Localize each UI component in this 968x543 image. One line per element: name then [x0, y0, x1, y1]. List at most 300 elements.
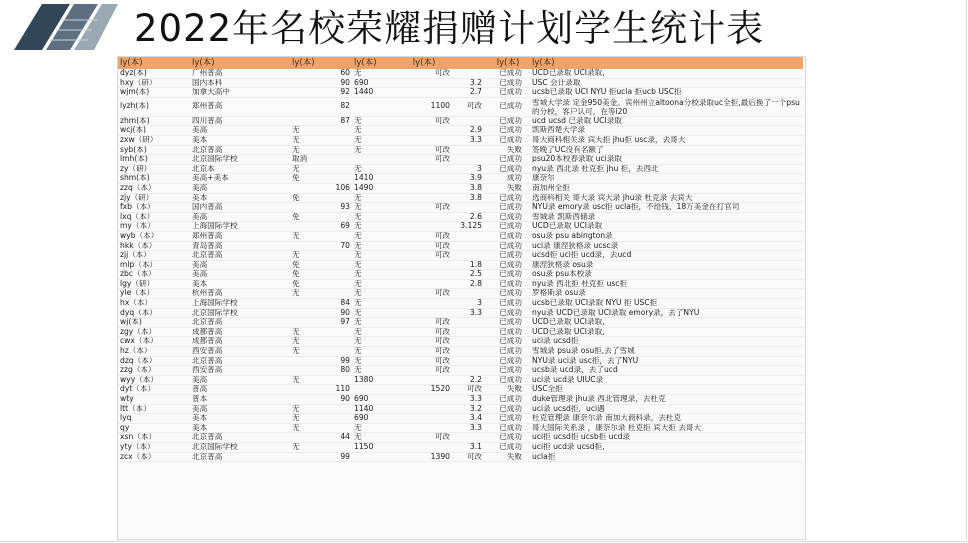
table-cell	[452, 356, 486, 366]
table-cell: 北京普高	[190, 356, 290, 366]
table-cell	[396, 299, 452, 309]
table-cell: 82	[328, 97, 352, 116]
table-cell	[452, 231, 486, 241]
table-cell: 80	[328, 366, 352, 376]
table-cell	[396, 375, 452, 385]
table-cell: 已成功	[486, 442, 530, 452]
table-cell: 3.3	[452, 395, 486, 405]
header-cell: ly(本)	[120, 58, 143, 68]
table-cell: 3.3	[452, 423, 486, 433]
table-cell: 无	[352, 327, 396, 337]
table-cell: 已成功	[486, 337, 530, 347]
table-cell: ucd ucsd 已录取 UCI录取	[530, 116, 803, 126]
table-cell: 成都普高	[190, 327, 290, 337]
table-cell: 失败	[486, 145, 530, 155]
table-cell: wty	[118, 395, 190, 405]
table-cell: 无	[290, 347, 328, 357]
table-cell: uci录 康涅狄格录 ucsc录	[530, 241, 803, 251]
table-cell: 3.2	[452, 404, 486, 414]
table-cell: 无	[352, 69, 396, 78]
table-cell	[328, 193, 352, 203]
table-row	[118, 241, 803, 251]
table-cell	[396, 308, 452, 318]
table-row	[118, 452, 803, 462]
table-cell: 可改	[396, 337, 452, 347]
slide-title: 2022年名校荣耀捐赠计划学生统计表	[134, 7, 765, 50]
table-cell: 无	[352, 203, 396, 213]
table-cell: 美高	[190, 404, 290, 414]
table-cell: duke管理录 jhu录 西北管理录，去杜克	[530, 395, 803, 405]
table-cell: 无	[352, 299, 396, 309]
table-cell	[328, 279, 352, 289]
table-cell: 北京本	[190, 164, 290, 174]
table-cell: 1390	[396, 452, 452, 462]
table-cell	[396, 212, 452, 222]
table-row	[118, 356, 803, 366]
table-cell: 美高	[190, 126, 290, 136]
header-cell: ly(本)	[532, 58, 555, 68]
table-cell: lmh(本)	[118, 155, 190, 165]
table-row	[118, 347, 803, 357]
table-cell: uci录 ucd录 UIUC录	[530, 375, 803, 385]
table-cell: 凯斯西楚大学录	[530, 126, 803, 136]
table-cell: uci拒 ucd录 ucsd拒,	[530, 442, 803, 452]
table-cell	[290, 203, 328, 213]
student-stats-table	[118, 57, 803, 462]
table-cell: zhm(本)	[118, 116, 190, 126]
table-cell: 690	[352, 414, 396, 424]
table-cell: 北京普高	[190, 145, 290, 155]
table-cell: zjy（研）	[118, 193, 190, 203]
table-cell: 60	[328, 69, 352, 78]
table-cell	[328, 126, 352, 136]
table-cell: osu录 psu本校录	[530, 270, 803, 280]
table-cell: wyb（本）	[118, 231, 190, 241]
table-cell: hxy（研）	[118, 78, 190, 88]
table-row	[118, 404, 803, 414]
table-cell	[452, 69, 486, 78]
table-cell: 无	[352, 222, 396, 232]
table-cell: dyq（本）	[118, 308, 190, 318]
table-row	[118, 174, 803, 184]
table-cell: 1100	[396, 97, 452, 116]
table-row	[118, 414, 803, 424]
table-row	[118, 222, 803, 232]
table-cell	[328, 164, 352, 174]
table-row	[118, 299, 803, 309]
table-cell: zjj（本）	[118, 251, 190, 261]
table-cell: 3.3	[452, 135, 486, 145]
table-cell: 可改	[396, 366, 452, 376]
table-cell: 美本	[190, 135, 290, 145]
table-cell: 已成功	[486, 241, 530, 251]
table-cell: 已成功	[486, 164, 530, 174]
table-cell: 3.2	[452, 78, 486, 88]
table-cell	[290, 78, 328, 88]
table-row	[118, 385, 803, 395]
table-cell: ucsb已录取 UCI NYU 拒ucla 拒ucb USC拒	[530, 88, 803, 98]
table-cell	[452, 116, 486, 126]
table-cell	[290, 97, 328, 116]
table-cell	[452, 289, 486, 299]
table-cell: 2.9	[452, 126, 486, 136]
table-cell	[328, 145, 352, 155]
table-cell: 可改	[396, 203, 452, 213]
table-cell: zgy（本）	[118, 327, 190, 337]
table-row	[118, 308, 803, 318]
table-cell: 无	[290, 442, 328, 452]
table-cell: 可改	[452, 385, 486, 395]
table-cell: 四川普高	[190, 116, 290, 126]
table-cell: 可改	[396, 155, 452, 165]
table-cell: 无	[290, 289, 328, 299]
table-cell: 90	[328, 308, 352, 318]
table-cell: syb(本)	[118, 145, 190, 155]
table-cell: 郑州普高	[190, 97, 290, 116]
table-cell: 广州普高	[190, 69, 290, 78]
table-cell: 美高	[190, 260, 290, 270]
table-cell: 93	[328, 203, 352, 213]
table-cell	[396, 183, 452, 193]
table-cell: 已成功	[486, 414, 530, 424]
table-cell: 3.4	[452, 414, 486, 424]
table-cell	[396, 260, 452, 270]
table-cell	[396, 270, 452, 280]
table-cell: yle（本）	[118, 289, 190, 299]
table-cell: 美本	[190, 423, 290, 433]
table-row	[118, 164, 803, 174]
table-cell: 无	[290, 327, 328, 337]
table-cell: dzq（本）	[118, 356, 190, 366]
table-cell	[396, 126, 452, 136]
table-cell: 2.6	[452, 212, 486, 222]
table-row	[118, 251, 803, 261]
table-cell: mlp（本）	[118, 260, 190, 270]
table-cell: 无	[290, 126, 328, 136]
table-cell	[396, 174, 452, 184]
table-cell: 已成功	[486, 318, 530, 328]
table-cell: 康奈尔	[530, 174, 803, 184]
table-cell: 3	[452, 299, 486, 309]
table-cell: 无	[352, 164, 396, 174]
table-cell: yty（本）	[118, 442, 190, 452]
table-cell: 可改	[396, 251, 452, 261]
table-cell: 无	[352, 289, 396, 299]
table-row	[118, 97, 803, 116]
table-cell: 已成功	[486, 366, 530, 376]
table-cell: 无	[352, 308, 396, 318]
table-cell: 哥大商科相关录 宾大拒 jhu拒 usc录，去哥大	[530, 135, 803, 145]
table-cell: 可改	[396, 318, 452, 328]
table-cell: 无	[352, 260, 396, 270]
table-cell	[452, 337, 486, 347]
table-cell: lxq（本）	[118, 212, 190, 222]
table-cell	[290, 88, 328, 98]
table-cell: 已成功	[486, 347, 530, 357]
table-cell: 免	[290, 212, 328, 222]
table-cell: 2.8	[452, 279, 486, 289]
table-cell	[328, 155, 352, 165]
table-cell	[290, 356, 328, 366]
table-cell: 已成功	[486, 231, 530, 241]
table-cell: qy	[118, 423, 190, 433]
table-cell	[328, 251, 352, 261]
table-cell: my（本）	[118, 222, 190, 232]
table-cell: 已成功	[486, 88, 530, 98]
table-row	[118, 203, 803, 213]
table-cell: 已成功	[486, 116, 530, 126]
table-cell: 无	[352, 433, 396, 443]
table-cell	[452, 145, 486, 155]
header-cell: ly(本)	[496, 58, 520, 68]
table-cell: zxw（研）	[118, 135, 190, 145]
table-row	[118, 88, 803, 98]
table-cell: USC全拒	[530, 385, 803, 395]
table-cell: 1440	[352, 88, 396, 98]
table-row	[118, 423, 803, 433]
table-cell: uci录 ucsd拒，uci遇	[530, 404, 803, 414]
header-cell	[452, 57, 486, 69]
table-cell: 已成功	[486, 423, 530, 433]
table-cell	[396, 193, 452, 203]
table-cell: 免	[290, 260, 328, 270]
table-cell: nyu录 西北拒 杜克拒 usc拒	[530, 279, 803, 289]
table-cell	[290, 395, 328, 405]
table-cell: 美高	[190, 375, 290, 385]
table-cell	[290, 222, 328, 232]
table-cell: 已成功	[486, 69, 530, 78]
table-cell	[396, 164, 452, 174]
header-cell	[328, 57, 352, 69]
decorative-building-graphic	[0, 0, 120, 56]
table-cell: 1.8	[452, 260, 486, 270]
table-cell: 雪城录 凯斯西储录	[530, 212, 803, 222]
table-cell: lyzh(本)	[118, 97, 190, 116]
table-cell: 44	[328, 433, 352, 443]
table-cell	[328, 231, 352, 241]
table-cell	[290, 299, 328, 309]
table-cell: wyy（本）	[118, 375, 190, 385]
table-cell: 国内普高	[190, 203, 290, 213]
table-cell: 罗格斯录 osu录	[530, 289, 803, 299]
table-row	[118, 375, 803, 385]
table-row	[118, 270, 803, 280]
table-cell: 无	[352, 241, 396, 251]
table-cell: wcj(本)	[118, 126, 190, 136]
table-cell	[290, 433, 328, 443]
table-cell: NYU录 uci录 usc拒，去了NYU	[530, 356, 803, 366]
table-cell: 1410	[352, 174, 396, 184]
table-cell: 普本	[190, 395, 290, 405]
table-cell: 无	[352, 423, 396, 433]
table-row	[118, 212, 803, 222]
table-cell: 免	[290, 193, 328, 203]
table-cell	[290, 385, 328, 395]
spreadsheet-table-image	[117, 56, 806, 540]
table-row	[118, 145, 803, 155]
table-cell: 1140	[352, 404, 396, 414]
table-cell: 1490	[352, 183, 396, 193]
table-cell	[290, 308, 328, 318]
table-cell: 3.9	[452, 174, 486, 184]
table-row	[118, 135, 803, 145]
table-cell: 无	[352, 145, 396, 155]
table-cell	[328, 375, 352, 385]
table-cell: xsn（本）	[118, 433, 190, 443]
table-cell: 郑州普高	[190, 231, 290, 241]
table-cell: 康涅狄格录 osu录	[530, 260, 803, 270]
table-cell: 无	[290, 231, 328, 241]
table-cell: ucsd拒 uci拒 ucd录，去ucd	[530, 251, 803, 261]
table-cell	[290, 69, 328, 78]
table-cell: UCD已录取 UCI录取,	[530, 69, 803, 78]
table-cell: 已成功	[486, 404, 530, 414]
table-row	[118, 395, 803, 405]
table-cell: 690	[352, 78, 396, 88]
table-cell: NYU录 emory录 usc拒 ucla拒，不给钱，18万美金在打官司	[530, 203, 803, 213]
table-cell: 北京国际学校	[190, 308, 290, 318]
table-cell: 美高	[190, 212, 290, 222]
table-cell	[452, 251, 486, 261]
table-cell: 已成功	[486, 126, 530, 136]
table-cell: 无	[290, 135, 328, 145]
table-cell: 美本	[190, 279, 290, 289]
table-cell: nyu录 UCD已录取 UCI录取 emory录，去了NYU	[530, 308, 803, 318]
table-cell: zzq（本）	[118, 183, 190, 193]
table-row	[118, 442, 803, 452]
table-cell: 无	[352, 337, 396, 347]
table-cell	[328, 327, 352, 337]
table-cell: 已成功	[486, 155, 530, 165]
table-cell: 可改	[396, 145, 452, 155]
table-cell: 2.2	[452, 375, 486, 385]
table-row	[118, 433, 803, 443]
table-cell: dyz(本)	[118, 69, 190, 78]
table-cell: 取消	[290, 155, 328, 165]
table-cell: 84	[328, 299, 352, 309]
table-cell: wj(本)	[118, 318, 190, 328]
table-cell: 已成功	[486, 375, 530, 385]
table-cell	[290, 183, 328, 193]
table-cell	[452, 241, 486, 251]
table-cell	[396, 88, 452, 98]
table-cell: 已成功	[486, 395, 530, 405]
table-cell: 已成功	[486, 203, 530, 213]
table-cell: 可改	[396, 289, 452, 299]
table-cell: UCD已录取 UCI录取,	[530, 318, 803, 328]
table-cell: cwx（本）	[118, 337, 190, 347]
table-cell: 无	[352, 356, 396, 366]
table-cell	[396, 442, 452, 452]
table-cell: hkk（本）	[118, 241, 190, 251]
table-cell	[452, 327, 486, 337]
table-cell	[328, 414, 352, 424]
table-cell: 失败	[486, 452, 530, 462]
table-cell: 已成功	[486, 356, 530, 366]
table-row	[118, 260, 803, 270]
table-cell: 无	[352, 318, 396, 328]
table-cell: 雪城大学录 定金950美金。宾州州立altoona分校录取uc全拒,最后换了一个psu的分校，客户认可，在等i20	[530, 97, 803, 116]
table-cell	[328, 260, 352, 270]
table-row	[118, 279, 803, 289]
table-cell: 失败	[486, 385, 530, 395]
table-cell: 无	[290, 414, 328, 424]
table-cell: 已成功	[486, 135, 530, 145]
table-cell	[290, 452, 328, 462]
table-cell: 已成功	[486, 327, 530, 337]
table-row	[118, 327, 803, 337]
table-cell: 可改	[396, 116, 452, 126]
table-cell: 杭州普高	[190, 289, 290, 299]
table-cell	[352, 452, 396, 462]
table-cell: osu录 psu abington录	[530, 231, 803, 241]
table-cell	[328, 270, 352, 280]
table-cell: 已成功	[486, 289, 530, 299]
table-cell: 已成功	[486, 308, 530, 318]
table-cell	[452, 318, 486, 328]
table-cell	[452, 347, 486, 357]
table-cell: 1380	[352, 375, 396, 385]
table-row	[118, 193, 803, 203]
table-cell	[290, 318, 328, 328]
table-cell	[452, 366, 486, 376]
table-cell: 无	[352, 116, 396, 126]
table-cell: 美本	[190, 193, 290, 203]
table-row	[118, 289, 803, 299]
table-cell: 无	[290, 145, 328, 155]
table-row	[118, 69, 803, 78]
table-cell: 可改	[452, 97, 486, 116]
table-cell: 已成功	[486, 78, 530, 88]
table-cell: 北京普高	[190, 433, 290, 443]
table-cell: 免	[290, 279, 328, 289]
table-cell: 免	[290, 270, 328, 280]
table-cell	[352, 385, 396, 395]
table-cell: zzg（本）	[118, 366, 190, 376]
header-cell: ly(本)	[412, 58, 436, 68]
table-cell: 可改	[396, 231, 452, 241]
table-cell: 1150	[352, 442, 396, 452]
table-row	[118, 155, 803, 165]
table-cell: 国内本科	[190, 78, 290, 88]
table-cell	[452, 433, 486, 443]
table-cell: 选商科相关 哥大录 宾大录 jhu录 杜克录 去宾大	[530, 193, 803, 203]
table-cell: 99	[328, 452, 352, 462]
table-cell: 90	[328, 78, 352, 88]
table-cell: 3.8	[452, 193, 486, 203]
table-cell: uci拒 ucsd拒 ucsb拒 ucd录	[530, 433, 803, 443]
table-cell: 加拿大高中	[190, 88, 290, 98]
table-cell: 无	[352, 270, 396, 280]
table-cell: 无	[352, 212, 396, 222]
table-cell: 北京普高	[190, 318, 290, 328]
table-body	[118, 69, 803, 462]
table-cell: 成都普高	[190, 337, 290, 347]
table-row	[118, 337, 803, 347]
table-cell	[328, 289, 352, 299]
table-row	[118, 183, 803, 193]
table-cell: 免	[290, 174, 328, 184]
table-cell	[328, 337, 352, 347]
table-cell: 3	[452, 164, 486, 174]
table-cell: 2.7	[452, 88, 486, 98]
table-cell: 杜克管理录 康奈尔录 南加大商科录，去杜克	[530, 414, 803, 424]
table-cell: 西安普高	[190, 366, 290, 376]
table-cell	[290, 116, 328, 126]
table-cell: 无	[352, 279, 396, 289]
table-row	[118, 126, 803, 136]
table-cell: dyt（本）	[118, 385, 190, 395]
